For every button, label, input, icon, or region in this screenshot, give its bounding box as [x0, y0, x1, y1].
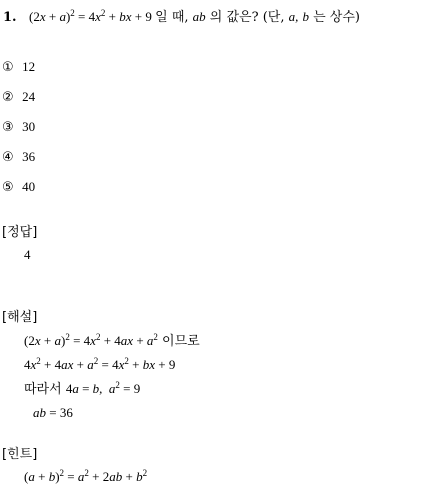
option-value: 36 [22, 149, 36, 164]
question-line [3, 10, 360, 24]
option-4[interactable] [2, 150, 35, 164]
explanation-line-4: ab = 36 [33, 405, 73, 420]
answer-label: [정답] [2, 225, 38, 240]
option-marker: ③ [2, 120, 14, 135]
question-number: 1. [3, 10, 17, 25]
question-a: a, [288, 9, 299, 24]
question-text-1: 일 때, [155, 10, 193, 25]
explanation-line-3-text: 따라서 [24, 382, 66, 397]
option-5[interactable] [2, 180, 35, 194]
explanation-line-2: $4x^2 + 4ax + a^2 = 4x^2$ + bx + 9 [24, 356, 176, 372]
question-text-2: 의 값은? (단, [205, 10, 289, 25]
hint-label: [힌트] [2, 447, 38, 462]
question-equation: $(2x + a)^2 = 4x^2$ + bx + 9 [28, 8, 156, 24]
question-text-3: 는 상수) [308, 10, 360, 25]
option-1[interactable] [2, 60, 35, 74]
option-3[interactable] [2, 120, 35, 134]
explanation-line-3: 따라서 4a = b, $a^2 = 9$ [24, 380, 141, 397]
question-b: b [302, 9, 309, 24]
option-marker: ⑤ [2, 180, 14, 195]
option-2[interactable] [2, 90, 35, 104]
option-value: 24 [22, 89, 36, 104]
option-marker: ④ [2, 150, 14, 165]
explanation-line-1-text: 이므로 [157, 334, 200, 349]
option-marker: ② [2, 90, 14, 105]
hint-line: $(a + b)^2 = a^2 + 2ab + b^2$ [24, 468, 148, 484]
explanation-line-1: $(2x + a)^2 = 4x^2 + 4ax + a^2$ 이므로 [24, 332, 200, 349]
option-value: 30 [22, 119, 36, 134]
answer-value: 4 [24, 247, 31, 262]
option-value: 12 [22, 59, 36, 74]
question-ab: ab [192, 9, 206, 24]
option-marker: ① [2, 60, 14, 75]
option-value: 40 [22, 179, 36, 194]
explanation-label: [해설] [2, 310, 38, 325]
